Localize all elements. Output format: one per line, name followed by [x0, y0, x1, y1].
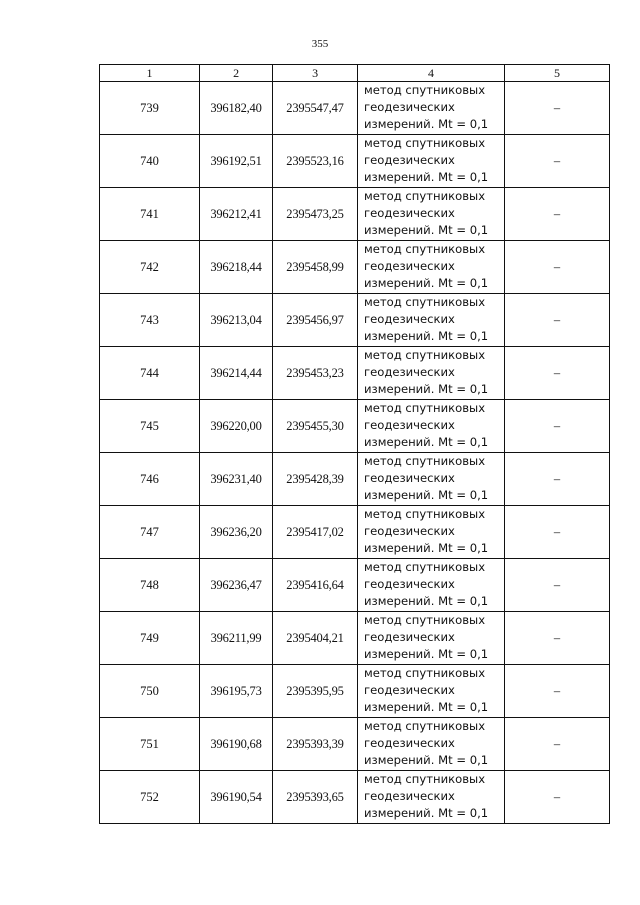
x-coordinate-cell: 396212,41 [200, 188, 273, 241]
header-cell-3: 3 [273, 65, 358, 82]
x-coordinate-cell: 396195,73 [200, 665, 273, 718]
method-line-2: геодезических [364, 577, 455, 591]
header-cell-1: 1 [100, 65, 200, 82]
x-coordinate-cell: 396190,54 [200, 771, 273, 824]
method-line-3: измерений. Mt = 0,1 [364, 117, 489, 131]
header-cell-4: 4 [358, 65, 505, 82]
table-row [100, 241, 610, 294]
description-cell: – [505, 82, 610, 135]
method-line-3: измерений. Mt = 0,1 [364, 594, 489, 608]
description-cell: – [505, 400, 610, 453]
method-line-1: метод спутниковых [364, 189, 486, 203]
method-cell [358, 453, 505, 506]
method-line-1: метод спутниковых [364, 719, 486, 733]
y-coordinate-cell: 2395473,25 [273, 188, 358, 241]
table-row [100, 82, 610, 135]
table-row [100, 135, 610, 188]
method-line-3: измерений. Mt = 0,1 [364, 806, 489, 820]
method-line-1: метод спутниковых [364, 83, 486, 97]
method-cell [358, 294, 505, 347]
y-coordinate-cell: 2395547,47 [273, 82, 358, 135]
x-coordinate-cell: 396192,51 [200, 135, 273, 188]
x-coordinate-cell: 396218,44 [200, 241, 273, 294]
method-line-3: измерений. Mt = 0,1 [364, 753, 489, 767]
table-header-row [100, 65, 610, 82]
x-coordinate-cell: 396211,99 [200, 612, 273, 665]
description-cell: – [505, 241, 610, 294]
x-coordinate-cell: 396220,00 [200, 400, 273, 453]
method-line-2: геодезических [364, 471, 455, 485]
point-number-cell: 747 [100, 506, 200, 559]
method-line-2: геодезических [364, 524, 455, 538]
x-coordinate-cell: 396190,68 [200, 718, 273, 771]
method-line-1: метод спутниковых [364, 295, 486, 309]
table-row [100, 188, 610, 241]
method-line-3: измерений. Mt = 0,1 [364, 223, 489, 237]
point-number-cell: 739 [100, 82, 200, 135]
method-cell [358, 718, 505, 771]
point-number-cell: 751 [100, 718, 200, 771]
method-line-1: метод спутниковых [364, 507, 486, 521]
description-cell: – [505, 347, 610, 400]
y-coordinate-cell: 2395428,39 [273, 453, 358, 506]
description-cell: – [505, 294, 610, 347]
y-coordinate-cell: 2395416,64 [273, 559, 358, 612]
x-coordinate-cell: 396182,40 [200, 82, 273, 135]
y-coordinate-cell: 2395456,97 [273, 294, 358, 347]
table-row [100, 506, 610, 559]
method-cell [358, 347, 505, 400]
method-line-1: метод спутниковых [364, 613, 486, 627]
point-number-cell: 750 [100, 665, 200, 718]
y-coordinate-cell: 2395458,99 [273, 241, 358, 294]
point-number-cell: 745 [100, 400, 200, 453]
method-line-1: метод спутниковых [364, 560, 486, 574]
x-coordinate-cell: 396236,20 [200, 506, 273, 559]
description-cell: – [505, 188, 610, 241]
method-cell [358, 135, 505, 188]
table-row [100, 665, 610, 718]
description-cell: – [505, 771, 610, 824]
description-cell: – [505, 612, 610, 665]
point-number-cell: 742 [100, 241, 200, 294]
method-line-3: измерений. Mt = 0,1 [364, 382, 489, 396]
method-line-1: метод спутниковых [364, 348, 486, 362]
method-line-2: геодезических [364, 312, 455, 326]
point-number-cell: 740 [100, 135, 200, 188]
y-coordinate-cell: 2395404,21 [273, 612, 358, 665]
method-line-2: геодезических [364, 683, 455, 697]
table-row [100, 294, 610, 347]
description-cell: – [505, 506, 610, 559]
point-number-cell: 748 [100, 559, 200, 612]
method-cell [358, 400, 505, 453]
method-line-2: геодезических [364, 418, 455, 432]
method-cell [358, 559, 505, 612]
method-line-2: геодезических [364, 206, 455, 220]
coordinates-table [99, 64, 610, 824]
header-cell-5: 5 [505, 65, 610, 82]
method-line-2: геодезических [364, 365, 455, 379]
y-coordinate-cell: 2395393,39 [273, 718, 358, 771]
method-line-3: измерений. Mt = 0,1 [364, 541, 489, 555]
method-line-1: метод спутниковых [364, 666, 486, 680]
table-row [100, 559, 610, 612]
method-cell [358, 241, 505, 294]
description-cell: – [505, 135, 610, 188]
y-coordinate-cell: 2395393,65 [273, 771, 358, 824]
table-body [100, 65, 610, 824]
point-number-cell: 743 [100, 294, 200, 347]
method-cell [358, 506, 505, 559]
method-line-1: метод спутниковых [364, 772, 486, 786]
table-row [100, 771, 610, 824]
method-line-3: измерений. Mt = 0,1 [364, 276, 489, 290]
point-number-cell: 749 [100, 612, 200, 665]
method-line-3: измерений. Mt = 0,1 [364, 700, 489, 714]
point-number-cell: 744 [100, 347, 200, 400]
method-line-2: геодезических [364, 100, 455, 114]
x-coordinate-cell: 396236,47 [200, 559, 273, 612]
table-row [100, 612, 610, 665]
y-coordinate-cell: 2395453,23 [273, 347, 358, 400]
y-coordinate-cell: 2395523,16 [273, 135, 358, 188]
point-number-cell: 741 [100, 188, 200, 241]
point-number-cell: 746 [100, 453, 200, 506]
method-cell [358, 612, 505, 665]
description-cell: – [505, 718, 610, 771]
method-line-1: метод спутниковых [364, 136, 486, 150]
table-row [100, 400, 610, 453]
method-line-2: геодезических [364, 259, 455, 273]
description-cell: – [505, 559, 610, 612]
table-row [100, 347, 610, 400]
method-line-2: геодезических [364, 630, 455, 644]
method-line-2: геодезических [364, 153, 455, 167]
method-line-2: геодезических [364, 789, 455, 803]
method-cell [358, 82, 505, 135]
table-row [100, 718, 610, 771]
method-line-1: метод спутниковых [364, 242, 486, 256]
method-cell [358, 665, 505, 718]
method-line-3: измерений. Mt = 0,1 [364, 488, 489, 502]
method-line-1: метод спутниковых [364, 401, 486, 415]
y-coordinate-cell: 2395455,30 [273, 400, 358, 453]
method-line-3: измерений. Mt = 0,1 [364, 170, 489, 184]
method-line-2: геодезических [364, 736, 455, 750]
method-line-3: измерений. Mt = 0,1 [364, 435, 489, 449]
table-row [100, 453, 610, 506]
method-cell [358, 771, 505, 824]
description-cell: – [505, 665, 610, 718]
x-coordinate-cell: 396213,04 [200, 294, 273, 347]
y-coordinate-cell: 2395395,95 [273, 665, 358, 718]
method-line-1: метод спутниковых [364, 454, 486, 468]
y-coordinate-cell: 2395417,02 [273, 506, 358, 559]
header-cell-2: 2 [200, 65, 273, 82]
description-cell: – [505, 453, 610, 506]
page-number: 355 [311, 38, 329, 50]
x-coordinate-cell: 396231,40 [200, 453, 273, 506]
x-coordinate-cell: 396214,44 [200, 347, 273, 400]
method-line-3: измерений. Mt = 0,1 [364, 329, 489, 343]
point-number-cell: 752 [100, 771, 200, 824]
method-line-3: измерений. Mt = 0,1 [364, 647, 489, 661]
method-cell [358, 188, 505, 241]
